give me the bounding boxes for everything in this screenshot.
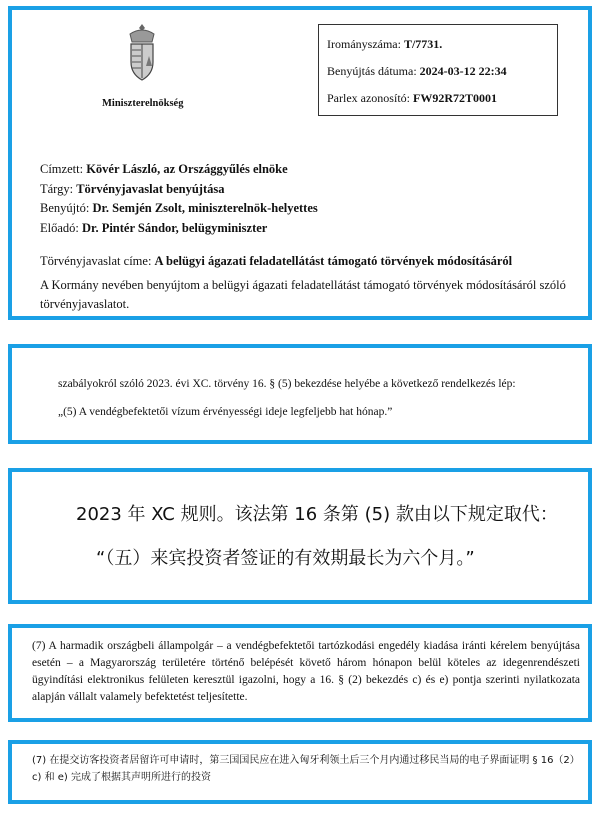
paragraph-7-text: (7) A harmadik országbeli állampolgár – a vendégbefektetői tartózkodási engedély kiadása iránti kérelem benyújtása esetén – a Magyarország területére történő belépését követő három hónapon belül köteles az idegenrendészeti ügyindítási elektronikus felületen keresztül igazolni, hogy a 16. § (2) bekezdés c) és e) pontja szerinti nyilatkozata alapján vállalt valamely befektetést teljesítette.: [32, 640, 580, 703]
parlex-value: FW92R72T0001: [412, 91, 497, 105]
benyujtas-label: Benyújtás dátuma:: [327, 64, 417, 78]
benyujto-row: [40, 199, 318, 219]
excerpt-line-2: „(5) A vendégbefektetői vízum érvényességi ideje legfeljebb hat hónap.”: [58, 406, 393, 418]
eloado-row: [40, 219, 318, 239]
paragraph-7-translation-text: (7) 在提交访客投资者居留许可申请时，第三国国民应在进入匈牙利领土后三个月内通过移民当局的电子界面证明 § 16（2）c) 和 e) 完成了根据其声明所进行的投资: [32, 755, 580, 783]
ministry-name: Miniszterelnökség: [102, 98, 184, 109]
translation-panel: [8, 468, 592, 604]
excerpt-panel: [8, 344, 592, 444]
hungarian-coat-of-arms-icon: [122, 22, 162, 84]
benyujtas-row: [327, 58, 549, 85]
parlex-row: [327, 85, 549, 112]
benyujtas-value: 2024-03-12 22:34: [419, 64, 507, 78]
targy-label: Tárgy:: [40, 181, 74, 196]
bill-title: [40, 254, 512, 269]
paragraph-7-panel: [8, 624, 592, 722]
cimzett-value: Kövér László, az Országgyűlés elnöke: [86, 162, 288, 176]
parlex-label: Parlex azonosító:: [327, 91, 410, 105]
iromany-label: Irományszáma:: [327, 37, 401, 51]
excerpt-line-1: szabályokról szóló 2023. évi XC. törvény 16. § (5) bekezdése helyébe a következő rendelkezés lép:: [58, 378, 516, 390]
benyujto-label: Benyújtó:: [40, 201, 90, 215]
submission-body: A Kormány nevében benyújtom a belügyi ágazati feladatellátást támogató törvények módosításáról szóló törvényjavaslatot.: [40, 278, 566, 311]
eloado-value: Dr. Pintér Sándor, belügyminiszter: [82, 220, 268, 235]
translation-line-2: “（五）来宾投资者签证的有效期最长为六个月。”: [96, 548, 475, 569]
paragraph-7-translation-panel: [8, 740, 592, 804]
cimzett-label: Címzett:: [40, 162, 84, 176]
iromany-row: [327, 31, 549, 58]
benyujto-value: Dr. Semjén Zsolt, miniszterelnök-helyettes: [92, 201, 318, 215]
submission-meta: [40, 160, 318, 238]
submission-cover-panel: [8, 6, 592, 320]
targy-row: [40, 180, 318, 200]
eloado-label: Előadó:: [40, 220, 79, 235]
translation-line-1: 2023 年 XC 规则。该法第 16 条第 (5) 款由以下规定取代：: [76, 504, 558, 525]
bill-title-value: A belügyi ágazati feladatellátást támogató törvények módosításáról: [154, 254, 513, 268]
iromany-value: T/7731.: [403, 37, 443, 51]
bill-title-label: Törvényjavaslat címe:: [40, 254, 152, 268]
targy-value: Törvényjavaslat benyújtása: [76, 181, 225, 196]
document-info-box: [318, 24, 558, 116]
cimzett-row: [40, 160, 318, 180]
